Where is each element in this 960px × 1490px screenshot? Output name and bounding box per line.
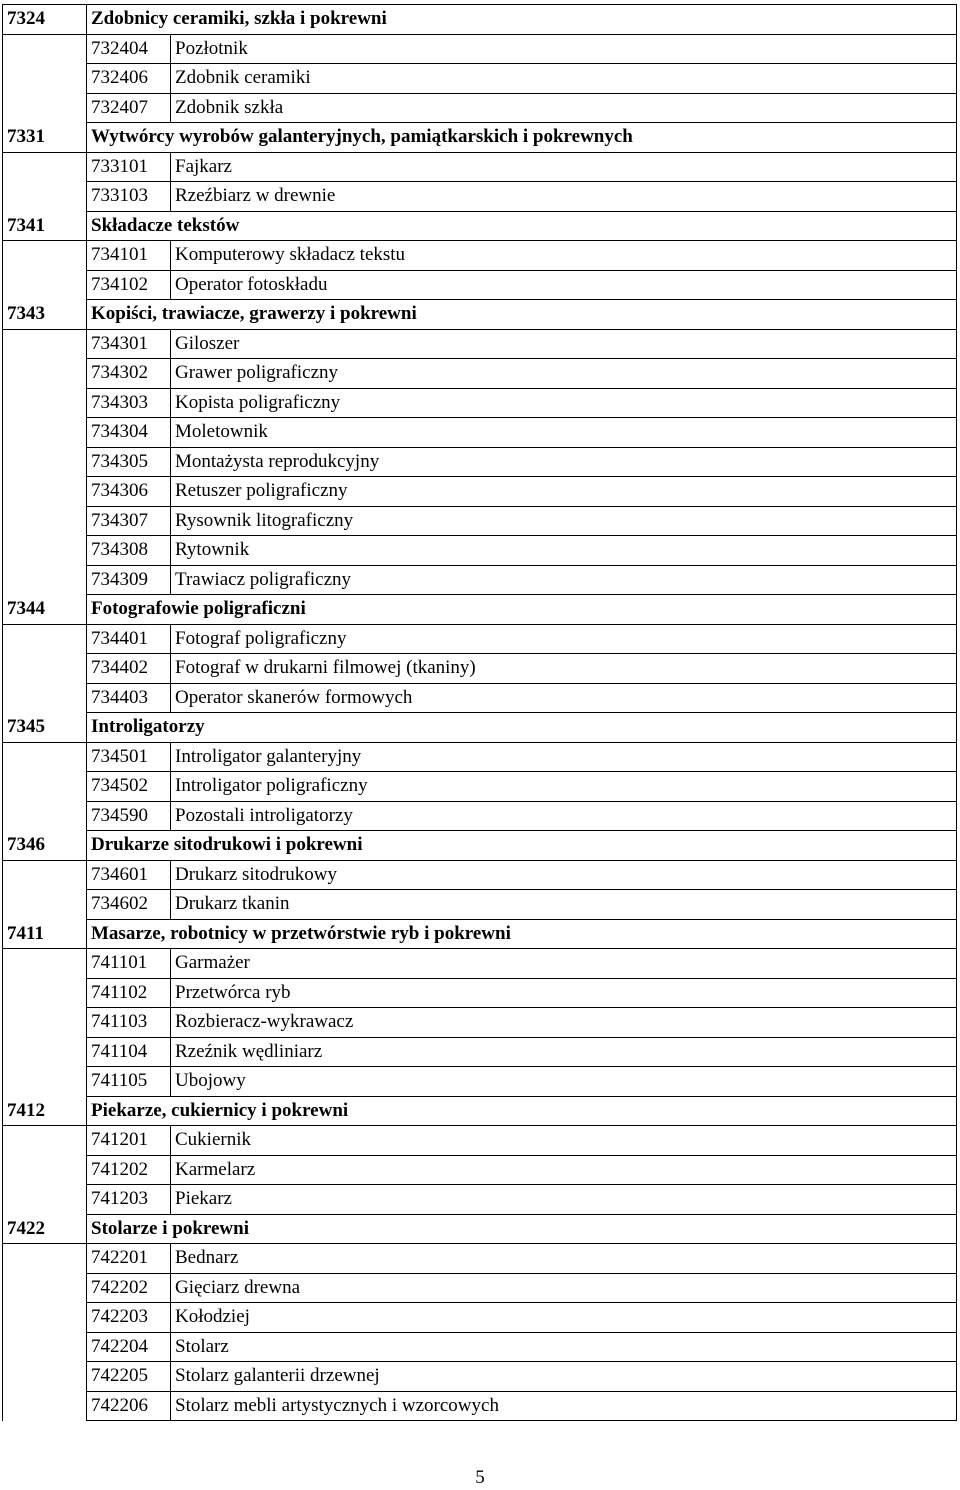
occupation-code: 742206: [87, 1391, 171, 1421]
occupation-name: Piekarz: [171, 1185, 957, 1215]
empty-cell: [3, 152, 87, 182]
empty-cell: [3, 1303, 87, 1333]
occupation-row: [3, 1155, 957, 1185]
occupation-name: Gięciarz drewna: [171, 1273, 957, 1303]
occupation-name: Introligator galanteryjny: [171, 742, 957, 772]
occupation-row: [3, 182, 957, 212]
group-name: Stolarze i pokrewni: [87, 1214, 957, 1244]
occupation-row: [3, 388, 957, 418]
empty-cell: [3, 565, 87, 595]
occupation-row: [3, 359, 957, 389]
group-code: 7346: [3, 831, 87, 861]
occupation-row: [3, 1037, 957, 1067]
empty-cell: [3, 1362, 87, 1392]
occupation-name: Kołodziej: [171, 1303, 957, 1333]
empty-cell: [3, 447, 87, 477]
empty-cell: [3, 978, 87, 1008]
occupation-row: [3, 93, 957, 123]
occupation-name: Rzeźbiarz w drewnie: [171, 182, 957, 212]
occupation-name: Rozbieracz-wykrawacz: [171, 1008, 957, 1038]
occupation-row: [3, 1391, 957, 1421]
occupation-row: [3, 418, 957, 448]
group-row: [3, 919, 957, 949]
occupation-row: [3, 624, 957, 654]
group-code: 7412: [3, 1096, 87, 1126]
occupation-row: [3, 1273, 957, 1303]
empty-cell: [3, 1273, 87, 1303]
occupation-table-body: [3, 5, 957, 1421]
group-row: [3, 123, 957, 153]
occupation-row: [3, 536, 957, 566]
occupation-name: Drukarz tkanin: [171, 890, 957, 920]
occupation-code: 734308: [87, 536, 171, 566]
occupation-code: 732407: [87, 93, 171, 123]
occupation-row: [3, 654, 957, 684]
occupation-row: [3, 1185, 957, 1215]
occupation-name: Stolarz galanterii drzewnej: [171, 1362, 957, 1392]
occupation-name: Operator fotoskładu: [171, 270, 957, 300]
occupation-code: 734301: [87, 329, 171, 359]
occupation-code: 734101: [87, 241, 171, 271]
group-row: [3, 1096, 957, 1126]
group-row: [3, 1214, 957, 1244]
empty-cell: [3, 860, 87, 890]
occupation-code: 742203: [87, 1303, 171, 1333]
occupation-code: 734302: [87, 359, 171, 389]
occupation-row: [3, 477, 957, 507]
occupation-row: [3, 890, 957, 920]
occupation-code: 734306: [87, 477, 171, 507]
empty-cell: [3, 270, 87, 300]
empty-cell: [3, 890, 87, 920]
occupation-name: Giloszer: [171, 329, 957, 359]
occupation-row: [3, 241, 957, 271]
occupation-row: [3, 683, 957, 713]
occupation-name: Fotograf poligraficzny: [171, 624, 957, 654]
occupation-name: Fotograf w drukarni filmowej (tkaniny): [171, 654, 957, 684]
occupation-name: Komputerowy składacz tekstu: [171, 241, 957, 271]
occupation-name: Garmażer: [171, 949, 957, 979]
occupation-code: 741103: [87, 1008, 171, 1038]
group-row: [3, 211, 957, 241]
occupation-code: 742205: [87, 1362, 171, 1392]
group-name: Piekarze, cukiernicy i pokrewni: [87, 1096, 957, 1126]
occupation-name: Montażysta reprodukcyjny: [171, 447, 957, 477]
occupation-name: Rzeźnik wędliniarz: [171, 1037, 957, 1067]
occupation-row: [3, 565, 957, 595]
group-code: 7411: [3, 919, 87, 949]
occupation-code: 734402: [87, 654, 171, 684]
occupation-row: [3, 1126, 957, 1156]
empty-cell: [3, 1332, 87, 1362]
occupation-name: Introligator poligraficzny: [171, 772, 957, 802]
empty-cell: [3, 624, 87, 654]
occupation-row: [3, 1303, 957, 1333]
empty-cell: [3, 64, 87, 94]
occupation-row: [3, 978, 957, 1008]
group-name: Zdobnicy ceramiki, szkła i pokrewni: [87, 5, 957, 35]
empty-cell: [3, 418, 87, 448]
group-row: [3, 713, 957, 743]
empty-cell: [3, 772, 87, 802]
occupation-code: 734403: [87, 683, 171, 713]
occupation-code: 734401: [87, 624, 171, 654]
empty-cell: [3, 1008, 87, 1038]
group-name: Masarze, robotnicy w przetwórstwie ryb i pokrewni: [87, 919, 957, 949]
empty-cell: [3, 654, 87, 684]
empty-cell: [3, 683, 87, 713]
occupation-name: Przetwórca ryb: [171, 978, 957, 1008]
occupation-code: 741203: [87, 1185, 171, 1215]
occupation-code: 734590: [87, 801, 171, 831]
occupation-name: Kopista poligraficzny: [171, 388, 957, 418]
occupation-code: 741202: [87, 1155, 171, 1185]
occupation-code: 741101: [87, 949, 171, 979]
occupation-row: [3, 64, 957, 94]
occupation-row: [3, 1067, 957, 1097]
occupation-code: 734102: [87, 270, 171, 300]
occupation-name: Moletownik: [171, 418, 957, 448]
group-name: Kopiści, trawiacze, grawerzy i pokrewni: [87, 300, 957, 330]
occupation-name: Trawiacz poligraficzny: [171, 565, 957, 595]
group-row: [3, 831, 957, 861]
occupation-code: 734309: [87, 565, 171, 595]
occupation-row: [3, 1244, 957, 1274]
occupation-name: Zdobnik ceramiki: [171, 64, 957, 94]
empty-cell: [3, 1155, 87, 1185]
group-name: Introligatorzy: [87, 713, 957, 743]
page-number: 5: [475, 1467, 485, 1488]
occupation-code: 741105: [87, 1067, 171, 1097]
empty-cell: [3, 506, 87, 536]
occupation-name: Ubojowy: [171, 1067, 957, 1097]
empty-cell: [3, 1244, 87, 1274]
occupation-code: 733103: [87, 182, 171, 212]
occupation-code: 742204: [87, 1332, 171, 1362]
occupation-code: 741104: [87, 1037, 171, 1067]
empty-cell: [3, 1067, 87, 1097]
occupation-name: Karmelarz: [171, 1155, 957, 1185]
empty-cell: [3, 949, 87, 979]
occupation-name: Retuszer poligraficzny: [171, 477, 957, 507]
occupation-name: Rytownik: [171, 536, 957, 566]
occupation-row: [3, 329, 957, 359]
empty-cell: [3, 801, 87, 831]
occupation-name: Pozłotnik: [171, 34, 957, 64]
group-code: 7345: [3, 713, 87, 743]
occupation-name: Rysownik litograficzny: [171, 506, 957, 536]
empty-cell: [3, 182, 87, 212]
occupation-name: Stolarz: [171, 1332, 957, 1362]
group-code: 7422: [3, 1214, 87, 1244]
empty-cell: [3, 329, 87, 359]
empty-cell: [3, 1185, 87, 1215]
occupation-name: Pozostali introligatorzy: [171, 801, 957, 831]
occupation-name: Cukiernik: [171, 1126, 957, 1156]
occupation-code: 734602: [87, 890, 171, 920]
empty-cell: [3, 241, 87, 271]
occupation-code: 742202: [87, 1273, 171, 1303]
occupation-name: Operator skanerów formowych: [171, 683, 957, 713]
occupation-row: [3, 34, 957, 64]
occupation-row: [3, 447, 957, 477]
occupation-row: [3, 1362, 957, 1392]
occupation-code: 734303: [87, 388, 171, 418]
group-row: [3, 5, 957, 35]
empty-cell: [3, 742, 87, 772]
occupation-row: [3, 860, 957, 890]
occupation-code: 733101: [87, 152, 171, 182]
group-name: Fotografowie poligraficzni: [87, 595, 957, 625]
occupation-table: [2, 4, 957, 1421]
occupation-code: 732406: [87, 64, 171, 94]
occupation-name: Grawer poligraficzny: [171, 359, 957, 389]
occupation-row: [3, 1332, 957, 1362]
empty-cell: [3, 477, 87, 507]
occupation-code: 741201: [87, 1126, 171, 1156]
empty-cell: [3, 388, 87, 418]
group-code: 7324: [3, 5, 87, 35]
occupation-row: [3, 1008, 957, 1038]
occupation-code: 734305: [87, 447, 171, 477]
empty-cell: [3, 34, 87, 64]
group-code: 7341: [3, 211, 87, 241]
group-row: [3, 300, 957, 330]
occupation-row: [3, 506, 957, 536]
empty-cell: [3, 536, 87, 566]
occupation-name: Stolarz mebli artystycznych i wzorcowych: [171, 1391, 957, 1421]
occupation-name: Zdobnik szkła: [171, 93, 957, 123]
empty-cell: [3, 359, 87, 389]
occupation-row: [3, 772, 957, 802]
occupation-code: 742201: [87, 1244, 171, 1274]
occupation-code: 741102: [87, 978, 171, 1008]
occupation-row: [3, 152, 957, 182]
group-code: 7331: [3, 123, 87, 153]
occupation-name: Bednarz: [171, 1244, 957, 1274]
group-name: Składacze tekstów: [87, 211, 957, 241]
empty-cell: [3, 93, 87, 123]
empty-cell: [3, 1126, 87, 1156]
group-code: 7343: [3, 300, 87, 330]
occupation-code: 734501: [87, 742, 171, 772]
group-name: Wytwórcy wyrobów galanteryjnych, pamiątkarskich i pokrewnych: [87, 123, 957, 153]
occupation-name: Fajkarz: [171, 152, 957, 182]
group-name: Drukarze sitodrukowi i pokrewni: [87, 831, 957, 861]
occupation-row: [3, 949, 957, 979]
group-row: [3, 595, 957, 625]
occupation-row: [3, 270, 957, 300]
occupation-code: 732404: [87, 34, 171, 64]
occupation-row: [3, 801, 957, 831]
occupation-code: 734307: [87, 506, 171, 536]
occupation-code: 734304: [87, 418, 171, 448]
empty-cell: [3, 1391, 87, 1421]
occupation-code: 734601: [87, 860, 171, 890]
occupation-row: [3, 742, 957, 772]
occupation-name: Drukarz sitodrukowy: [171, 860, 957, 890]
empty-cell: [3, 1037, 87, 1067]
group-code: 7344: [3, 595, 87, 625]
occupation-code: 734502: [87, 772, 171, 802]
